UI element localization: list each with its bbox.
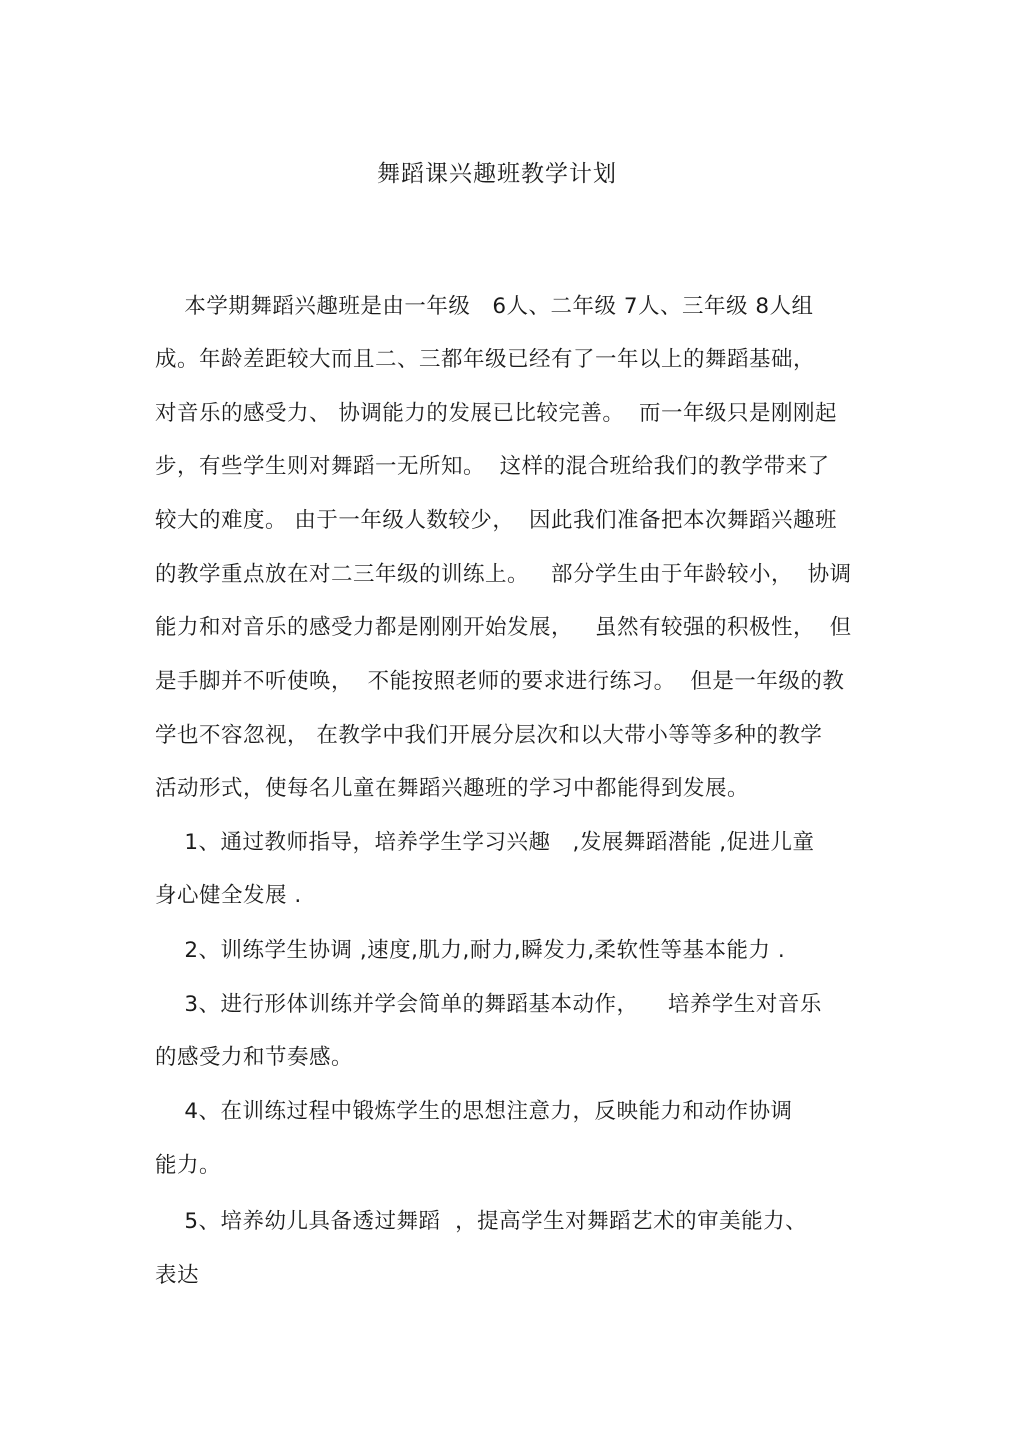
body-line: 学也不容忽视， 在教学中我们开展分层次和以大带小等等多种的教学 — [155, 723, 823, 748]
list-item-3-line: 的感受力和节奏感。 — [155, 1045, 354, 1070]
body-line: 步，有些学生则对舞蹈一无所知。 这样的混合班给我们的教学带来了 — [155, 454, 830, 479]
list-item-2-line: 2、训练学生协调 ,速度,肌力,耐力,瞬发力,柔软性等基本能力 . — [155, 938, 786, 963]
list-item-1-line: 1、通过教师指导，培养学生学习兴趣 ,发展舞蹈潜能 ,促进儿童 — [155, 830, 815, 855]
list-item-5-line: 表达 — [155, 1263, 200, 1288]
list-item-5-line: 5、培养幼儿具备透过舞蹈 ，提高学生对舞蹈艺术的审美能力、 — [155, 1209, 808, 1234]
body-line: 较大的难度。 由于一年级人数较少， 因此我们准备把本次舞蹈兴趣班 — [155, 508, 838, 533]
document-title: 舞蹈课兴趣班教学计划 — [377, 161, 617, 187]
body-line: 本学期舞蹈兴趣班是由一年级 6人、二年级 7人、三年级 8人组 — [155, 294, 814, 319]
list-item-1-line: 身心健全发展 . — [155, 883, 302, 908]
list-item-4-line: 4、在训练过程中锻炼学生的思想注意力，反映能力和动作协调 — [155, 1099, 793, 1124]
body-line: 的教学重点放在对二三年级的训练上。 部分学生由于年龄较小， 协调 — [155, 562, 852, 587]
list-item-3-line: 3、进行形体训练并学会简单的舞蹈基本动作， 培养学生对音乐 — [155, 992, 822, 1017]
body-line: 活动形式，使每名儿童在舞蹈兴趣班的学习中都能得到发展。 — [155, 776, 750, 801]
list-item-4-line: 能力。 — [155, 1153, 222, 1178]
body-line: 成。年龄差距较大而且二、三都年级已经有了一年以上的舞蹈基础， — [155, 347, 816, 372]
body-line: 能力和对音乐的感受力都是刚刚开始发展， 虽然有较强的积极性， 但 — [155, 615, 852, 640]
body-line: 对音乐的感受力、 协调能力的发展已比较完善。 而一年级只是刚刚起 — [155, 401, 838, 426]
body-line: 是手脚并不听使唤， 不能按照老师的要求进行练习。 但是一年级的教 — [155, 669, 845, 694]
